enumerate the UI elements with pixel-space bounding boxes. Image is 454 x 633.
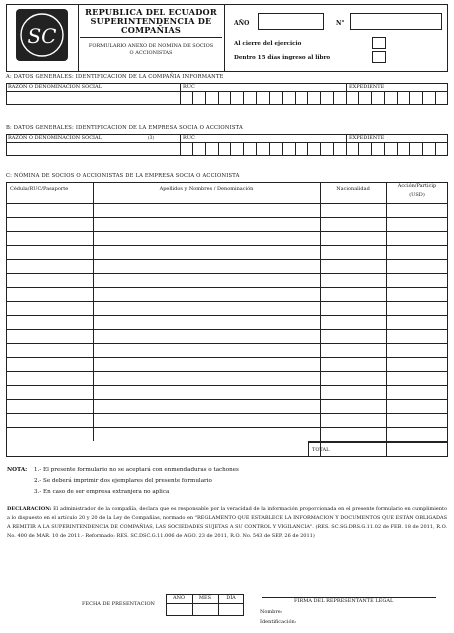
total-value[interactable] (387, 443, 447, 456)
closing-label: Al cierre del ejercicio (234, 41, 302, 47)
logo (16, 9, 68, 61)
col-id-header: Cédula/RUC/Pasaporte (10, 186, 69, 192)
date-label: FECHA DE PRESENTACION (82, 601, 155, 607)
section-b-note-mark: (3) (148, 136, 155, 141)
country-line3: COMPAÑIAS (120, 25, 181, 35)
declaration (7, 505, 447, 541)
number-field[interactable] (350, 13, 442, 30)
section-a-name-input[interactable] (7, 92, 179, 104)
form-title-line2: O ACCIONISTAS (129, 50, 173, 56)
section-b-title: B: DATOS GENERALES: IDENTIFICACION DE LA EMPRESA SOCIA O ACCIONISTA (6, 125, 243, 131)
date-month-header: MES (198, 595, 212, 601)
section-b-file-label: EXPEDIENTE (349, 135, 385, 141)
within-checkbox[interactable] (372, 51, 386, 63)
date-day-header: DÍA (226, 595, 236, 601)
signer-name-label: Nombre: (260, 609, 283, 615)
form-title-line1: FORMULARIO ANEXO DE NOMINA DE SOCIOS (88, 43, 214, 49)
section-b-ruc-label: RUC (183, 135, 195, 141)
number-label: N° (336, 20, 345, 27)
logo-text: SC (27, 24, 57, 48)
date-year-header: AÑO (172, 595, 186, 601)
date-year-field[interactable] (167, 604, 191, 615)
col-name-header: Apellidos y Nombres / Denominación (159, 186, 254, 192)
section-a-file-label: EXPEDIENTE (349, 84, 385, 90)
section-b-name-input[interactable] (7, 143, 179, 155)
date-day-field[interactable] (219, 604, 243, 615)
section-c-title: C: NÓMINA DE SOCIOS O ACCIONISTAS DE LA EMPRESA SOCIA O ACCIONISTA (6, 173, 240, 179)
note-item-3: 3.- En caso de ser empresa extranjera no aplica (34, 489, 170, 495)
within-label: Dentro 15 días ingreso al libro (234, 55, 331, 61)
section-b-file-cells[interactable] (346, 143, 448, 156)
table-body (6, 203, 448, 457)
section-a-ruc-label: RUC (183, 84, 195, 90)
total-label: TOTAL (312, 447, 330, 453)
country-line1: REPUBLICA DEL ECUADOR (85, 7, 217, 17)
date-month-field[interactable] (193, 604, 217, 615)
declaration-label: DECLARACION: (7, 506, 52, 512)
section-b-ruc-cells[interactable] (180, 143, 346, 156)
col-share-header: Acción/Particip (397, 183, 437, 189)
year-label: AÑO (234, 20, 250, 27)
section-a-name-label: RAZÓN O DENOMINACION SOCIAL (8, 84, 102, 90)
note-item-1: 1.- El presente formulario no se aceptará con enmendaduras o tachones (34, 467, 239, 473)
declaration-text: El administrador de la compañía, declara que es responsable por la veracidad de la información proporcionada en el presente formulario en cumplimiento a lo dispuesto en el artículo 20 y 20 de la Ley de Compañías, normado en "REGLAMENTO QUE ESTABLECE LA INFORMACION Y DOCUMENTOS QUE ESTÁN OBLIGADAS A REMITIR A LA SUPERINTENDENCIA DE COMPAÑIAS, LAS SOCIEDADES SUJETAS A SU CONTROL Y VIGILANCIA". (RES. SC.SG.DRS.G.11.02 de FEB. 18 de 2011, R.O. No. 400 de MAR. 10 de 2011.- Reformado: RES. SC.DSC.G.11.006 de AGO. 23 de 2011, R.O. No. 543 de SEP. 26 de 2011) (7, 506, 448, 539)
country-line2: SUPERINTENDENCIA DE (90, 16, 212, 26)
note-item-2: 2.- Se deberá imprimir dos ejemplares del presente formulario (34, 478, 212, 484)
section-a-ruc-cells[interactable] (180, 92, 346, 105)
section-a-title: A: DATOS GENERALES: IDENTIFICACION DE LA COMPAÑIA INFORMANTE (6, 74, 224, 80)
year-field[interactable] (258, 13, 324, 30)
col-share-unit: (USD) (409, 192, 425, 198)
section-b-name-label: RAZÓN O DENOMINACION SOCIAL (8, 135, 102, 141)
section-a-file-cells[interactable] (346, 92, 448, 105)
notes-label: NOTA: (7, 467, 28, 473)
signer-id-label: Identificación: (260, 619, 297, 625)
signature-label: FIRMA DEL REPRESENTANTE LEGAL (294, 598, 394, 604)
closing-checkbox[interactable] (372, 37, 386, 49)
col-nationality-header: Nacionalidad (336, 186, 370, 192)
